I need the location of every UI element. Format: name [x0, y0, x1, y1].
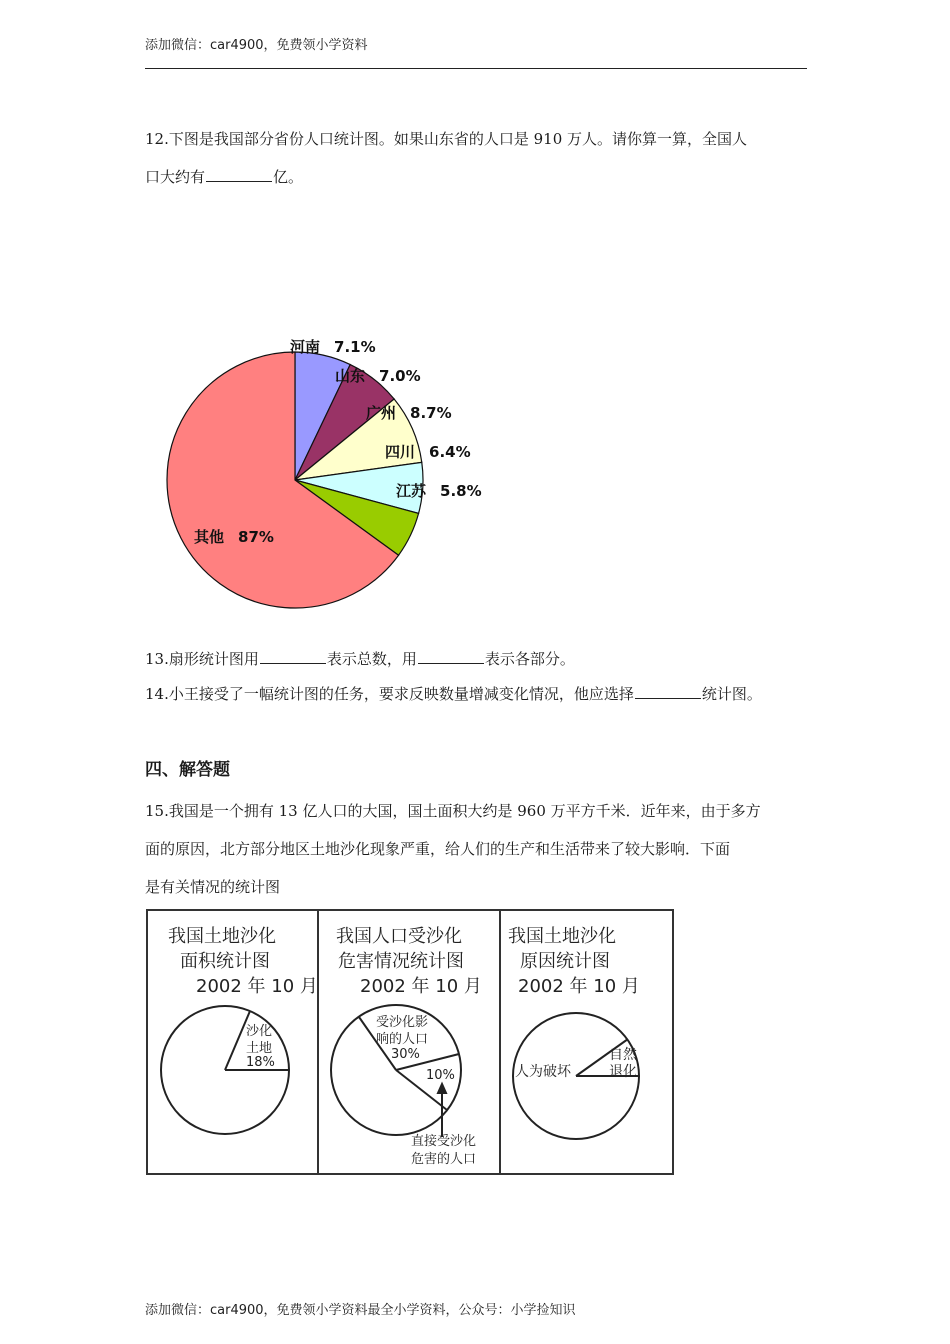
q15-line1: 15.我国是一个拥有 13 亿人口的大国，国土面积大约是 960 万平方千米．近年来，由于多方 — [145, 802, 761, 820]
panel-date: 2002 年 10 月 — [518, 976, 640, 997]
slice-label: 自然 — [609, 1047, 637, 1063]
q13-text-2: 表示总数，用 — [326, 650, 417, 668]
answer-blank[interactable] — [260, 649, 326, 664]
q14-line — [145, 683, 762, 704]
page-header: 添加微信：car4900，免费领小学资料 — [145, 38, 368, 53]
slice-name: 四川 — [385, 443, 416, 461]
slice-name: 山东 — [335, 367, 366, 385]
q14-text-1: 14.小王接受了一幅统计图的任务，要求反映数量增减变化情况，他应选择 — [145, 685, 634, 703]
panel-title-line2: 原因统计图 — [520, 951, 610, 972]
q12-line2-text: 口大约有 — [145, 168, 206, 186]
slice-label: 退化 — [609, 1064, 637, 1080]
answer-blank[interactable] — [418, 649, 484, 664]
slice-percent: 18% — [246, 1055, 275, 1070]
panel-date: 2002 年 10 月 — [196, 976, 318, 997]
answer-blank[interactable] — [206, 167, 272, 182]
slice-percent: 5.8% — [440, 482, 482, 500]
desertification-charts-figure — [146, 909, 676, 1177]
pie-slice-label — [290, 338, 376, 356]
section-title: 四、解答题 — [145, 760, 230, 780]
slice-name: 河南 — [290, 338, 321, 356]
q12-line2 — [145, 166, 303, 187]
page-footer: 添加微信：car4900，免费领小学资料最全小学资料，公众号：小学捡知识 — [145, 1303, 576, 1318]
slice-label: 土地 — [246, 1041, 273, 1056]
q12-line2-unit: 亿。 — [273, 168, 304, 186]
slice-label: 受沙化影 — [376, 1015, 429, 1030]
answer-blank[interactable] — [635, 684, 701, 699]
panel-title-line1: 我国土地沙化 — [168, 926, 276, 947]
callout-label: 直接受沙化 — [411, 1134, 477, 1149]
q12-line1: 12.下图是我国部分省份人口统计图。如果山东省的人口是 910 万人。请你算一算，全国人 — [145, 130, 748, 148]
slice-label: 人为破坏 — [515, 1064, 571, 1080]
panel1-labels — [246, 1023, 275, 1070]
panel-title-line1: 我国土地沙化 — [508, 926, 616, 947]
slice-percent: 87% — [238, 528, 274, 546]
panel-date: 2002 年 10 月 — [360, 976, 482, 997]
pie-slice-label — [395, 482, 482, 500]
slice-label: 沙化 — [246, 1024, 273, 1039]
panel-title-line2: 危害情况统计图 — [338, 951, 464, 972]
slice-percent: 8.7% — [410, 404, 452, 422]
slice-name: 江苏 — [396, 482, 427, 500]
header-rule — [145, 68, 807, 69]
q13-text-1: 13.扇形统计图用 — [145, 650, 259, 668]
pie-slice-label — [366, 404, 452, 422]
q13-text-3: 表示各部分。 — [484, 650, 575, 668]
pie-slices — [167, 352, 423, 608]
slice-percent: 30% — [391, 1047, 420, 1062]
slice-name: 广州 — [366, 404, 397, 422]
callout-label: 危害的人口 — [411, 1152, 477, 1167]
slice-percent: 6.4% — [429, 443, 471, 461]
q15-line2: 面的原因，北方部分地区土地沙化现象严重，给人们的生产和生活带来了较大影响．下面 — [145, 840, 731, 858]
province-population-pie-chart — [150, 330, 520, 620]
slice-percent: 10% — [426, 1068, 455, 1083]
panel-title-line2: 面积统计图 — [180, 951, 270, 972]
panel-title-line1: 我国人口受沙化 — [336, 926, 462, 947]
pie-slice-label — [385, 443, 471, 461]
slice-name: 其他 — [194, 528, 225, 546]
slice-percent: 7.0% — [379, 367, 421, 385]
q15-line3: 是有关情况的统计图 — [145, 878, 281, 896]
slice-percent: 7.1% — [334, 338, 376, 356]
q13-line — [145, 648, 575, 669]
q14-text-2: 统计图。 — [701, 685, 762, 703]
slice-label: 响的人口 — [376, 1032, 429, 1047]
